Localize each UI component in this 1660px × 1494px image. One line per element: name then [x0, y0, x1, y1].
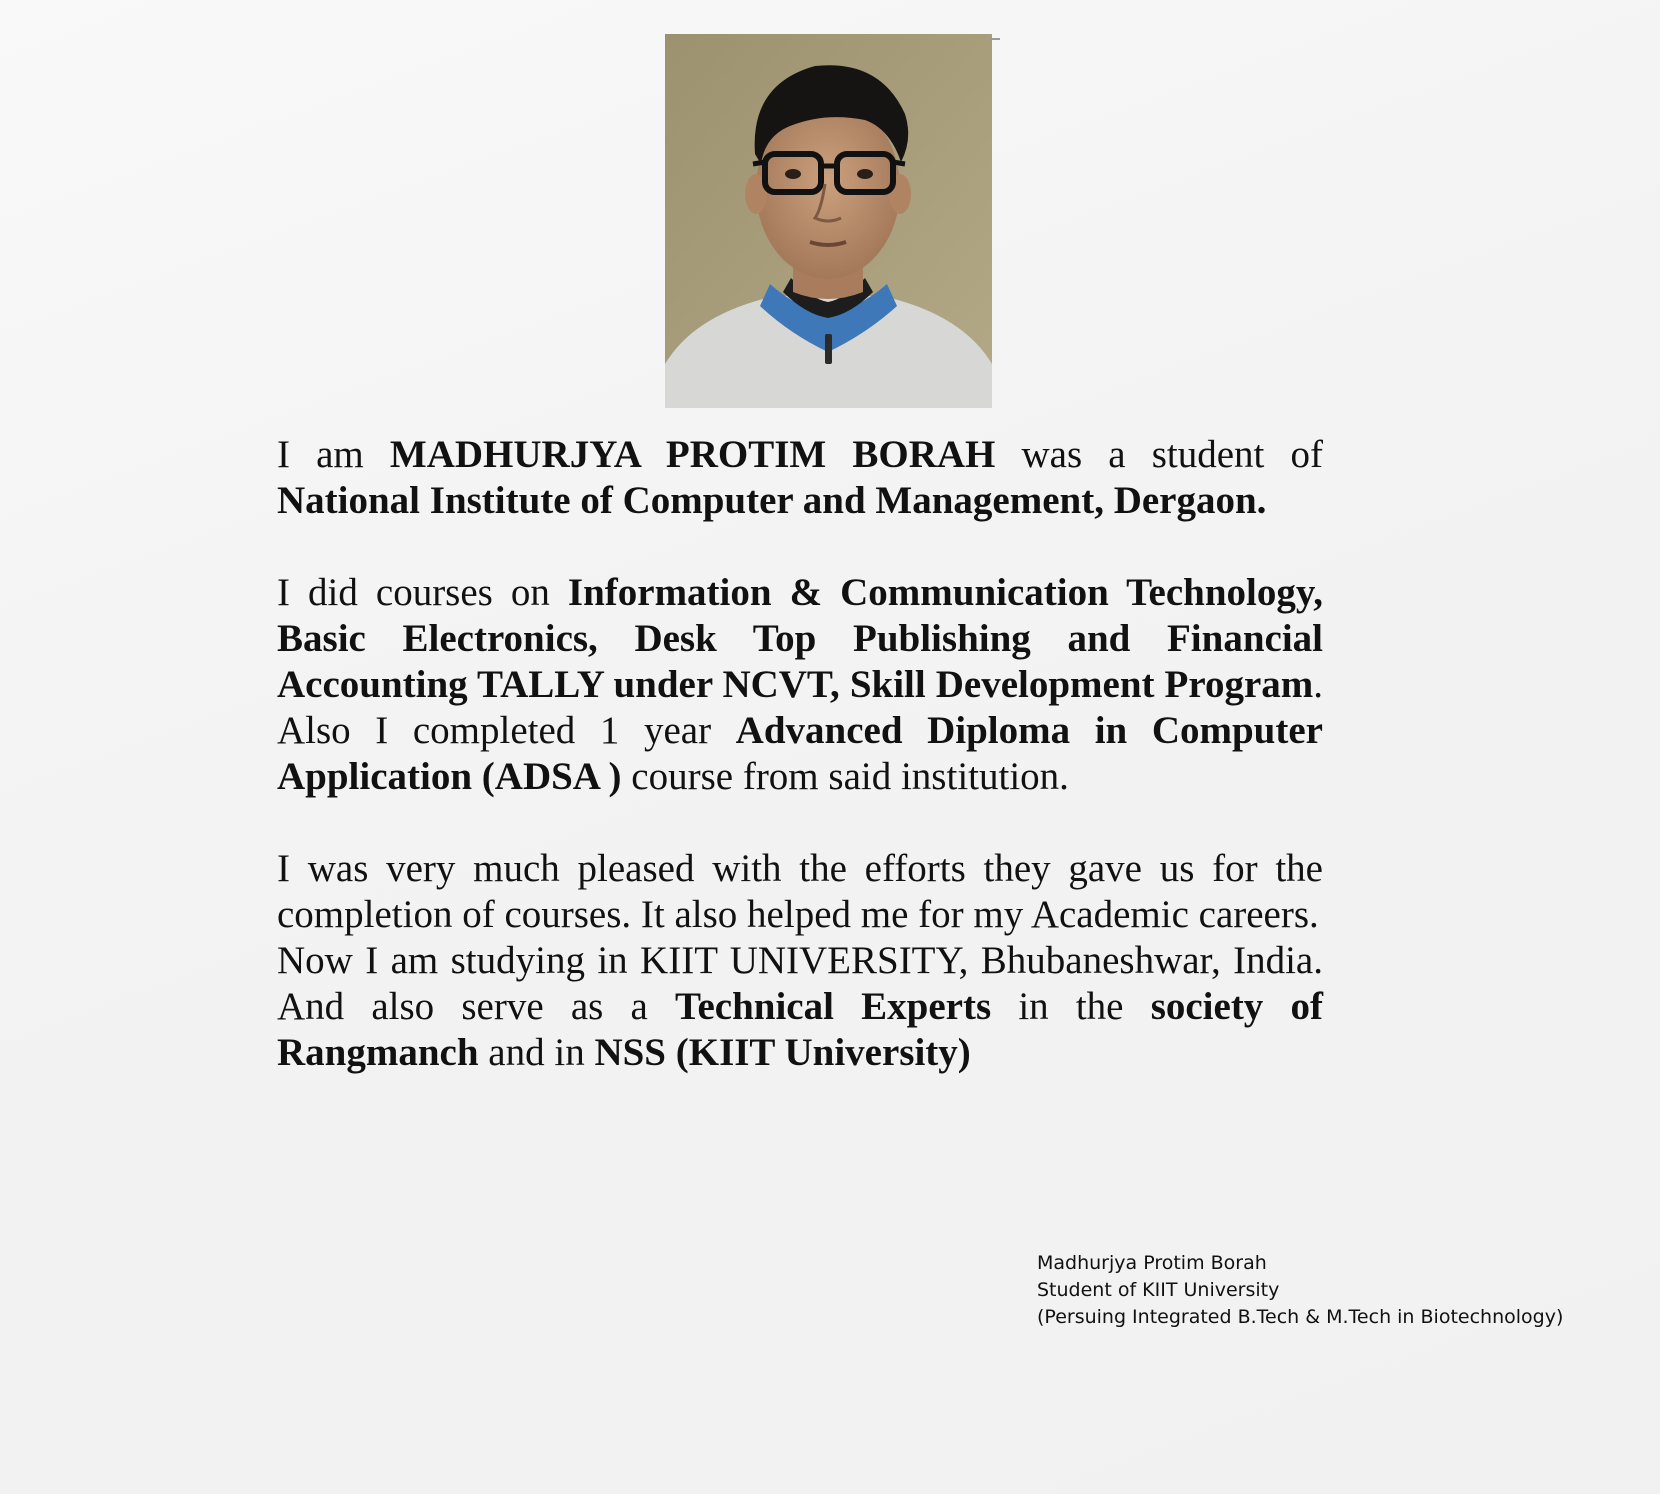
student-name: MADHURJYA PROTIM BORAH	[389, 433, 996, 476]
paragraph-intro	[277, 432, 1323, 524]
text-span: . Also I completed 1 year	[277, 663, 1323, 752]
society-name: society of Rangmanch	[277, 985, 1323, 1074]
text-span: and in	[478, 1031, 595, 1074]
text-span: was a student of	[995, 433, 1323, 476]
portrait-illustration	[665, 34, 992, 408]
signature-role: Student of KIIT University	[1037, 1279, 1280, 1301]
paragraph-courses	[277, 570, 1323, 800]
letter-body	[277, 432, 1323, 1076]
text-span: I am	[277, 433, 390, 476]
text-span: Now I am studying in KIIT UNIVERSITY, Bhubaneshwar, India. And also serve as a	[277, 939, 1323, 1028]
text-span: I was very much pleased with the efforts they gave us for the completion of courses. It also helped me for my Academic careers.	[277, 847, 1323, 936]
photo-edge-mark	[990, 38, 1000, 40]
paragraph-current	[277, 938, 1323, 1076]
course-list: Information & Communication Technology, Basic Electronics, Desk Top Publishing and Financial Accounting TALLY under NCVT, Skill Development Program	[277, 571, 1323, 706]
text-span: in the	[991, 985, 1151, 1028]
text-span: course from said institution.	[621, 755, 1069, 798]
signature-program: (Persuing Integrated B.Tech & M.Tech in Biotechnology)	[1037, 1306, 1564, 1328]
signature-name: Madhurjya Protim Borah	[1037, 1252, 1267, 1274]
institute-name: National Institute of Computer and Management, Dergaon.	[277, 479, 1267, 522]
paragraph-feedback	[277, 846, 1323, 938]
portrait-photo	[665, 34, 992, 408]
diploma-name: Advanced Diploma in Computer Application (ADSA )	[277, 709, 1323, 798]
nss-name: NSS (KIIT University)	[594, 1031, 971, 1074]
signature-block	[1037, 1250, 1563, 1331]
role-title: Technical Experts	[675, 985, 992, 1028]
text-span: I did courses on	[277, 571, 568, 614]
